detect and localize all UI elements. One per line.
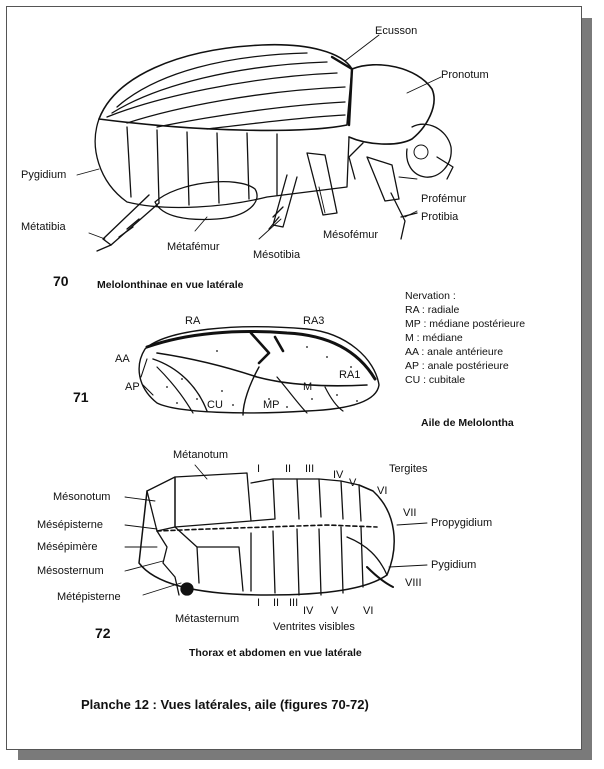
- label-mesepisterne: Mésépisterne: [37, 519, 104, 531]
- tergite-numeral: IV: [333, 469, 344, 481]
- ventrite-numeral: VIII: [405, 577, 422, 589]
- ventrite-numeral: V: [331, 605, 339, 617]
- label-profemur: Profémur: [421, 193, 467, 205]
- figure-number-71: 71: [73, 389, 89, 405]
- ventrite-numeral: VI: [363, 605, 374, 617]
- label-tergites: Tergites: [389, 463, 428, 475]
- label-pygidium-70: Pygidium: [21, 169, 67, 181]
- tergite-numeral: VII: [403, 507, 417, 519]
- tergite-numeral: VI: [377, 485, 388, 497]
- label-metepisterne: Métépisterne: [57, 591, 121, 603]
- label-mesotibia: Mésotibia: [253, 249, 301, 261]
- nervation-item: RA : radiale: [405, 304, 460, 316]
- plate-page: [6, 6, 582, 750]
- label-mesonotum: Mésonotum: [53, 491, 111, 503]
- label-propygidium: Propygidium: [431, 517, 493, 529]
- label-m: M: [303, 381, 313, 393]
- label-pronotum: Pronotum: [441, 69, 489, 81]
- label-metanotum: Métanotum: [173, 449, 229, 461]
- ventrite-numeral: II: [273, 597, 280, 609]
- label-mesosternum: Mésosternum: [37, 565, 104, 577]
- nervation-item: AA : anale antérieure: [405, 346, 504, 358]
- label-metafemur: Métafémur: [167, 241, 220, 253]
- label-ventrites-visibles: Ventrites visibles: [273, 621, 355, 633]
- nervation-item: MP : médiane postérieure: [405, 318, 526, 330]
- ventrite-numeral: IV: [303, 605, 314, 617]
- ventrite-numeral: I: [257, 597, 261, 609]
- label-ra1: RA1: [339, 369, 361, 381]
- caption-fig70: Melolonthinae en vue latérale: [97, 279, 244, 291]
- label-ecusson: Ecusson: [375, 25, 418, 37]
- caption-fig72: Thorax et abdomen en vue latérale: [189, 647, 362, 659]
- label-mesepimere: Mésépimère: [37, 541, 98, 553]
- tergite-numeral: V: [349, 477, 357, 489]
- label-ra: RA: [185, 315, 201, 327]
- label-metatibia: Métatibia: [21, 221, 66, 233]
- tergite-numeral: II: [285, 463, 292, 475]
- ventrite-numeral: III: [289, 597, 299, 609]
- label-mp: MP: [263, 399, 280, 411]
- label-ra3: RA3: [303, 315, 325, 327]
- tergite-numeral: I: [257, 463, 261, 475]
- nervation-item: AP : anale postérieure: [405, 360, 509, 372]
- label-protibia: Protibia: [421, 211, 459, 223]
- nervation-item: M : médiane: [405, 332, 463, 344]
- nervation-title: Nervation :: [405, 290, 456, 302]
- figure-number-70: 70: [53, 273, 69, 289]
- label-pygidium-72: Pygidium: [431, 559, 477, 571]
- plate-title: Planche 12 : Vues latérales, aile (figures 70-72): [81, 697, 369, 712]
- figure-number-72: 72: [95, 625, 111, 641]
- tergite-numeral: III: [305, 463, 315, 475]
- caption-fig71: Aile de Melolontha: [421, 417, 514, 429]
- nervation-legend: [405, 289, 525, 387]
- label-metasternum: Métasternum: [175, 613, 240, 625]
- label-aa: AA: [115, 353, 130, 365]
- label-cu: CU: [207, 399, 223, 411]
- nervation-item: CU : cubitale: [405, 374, 466, 386]
- beetle-lateral-drawing: [77, 35, 453, 251]
- label-mesofemur: Mésofémur: [323, 229, 379, 241]
- label-ap: AP: [125, 381, 140, 393]
